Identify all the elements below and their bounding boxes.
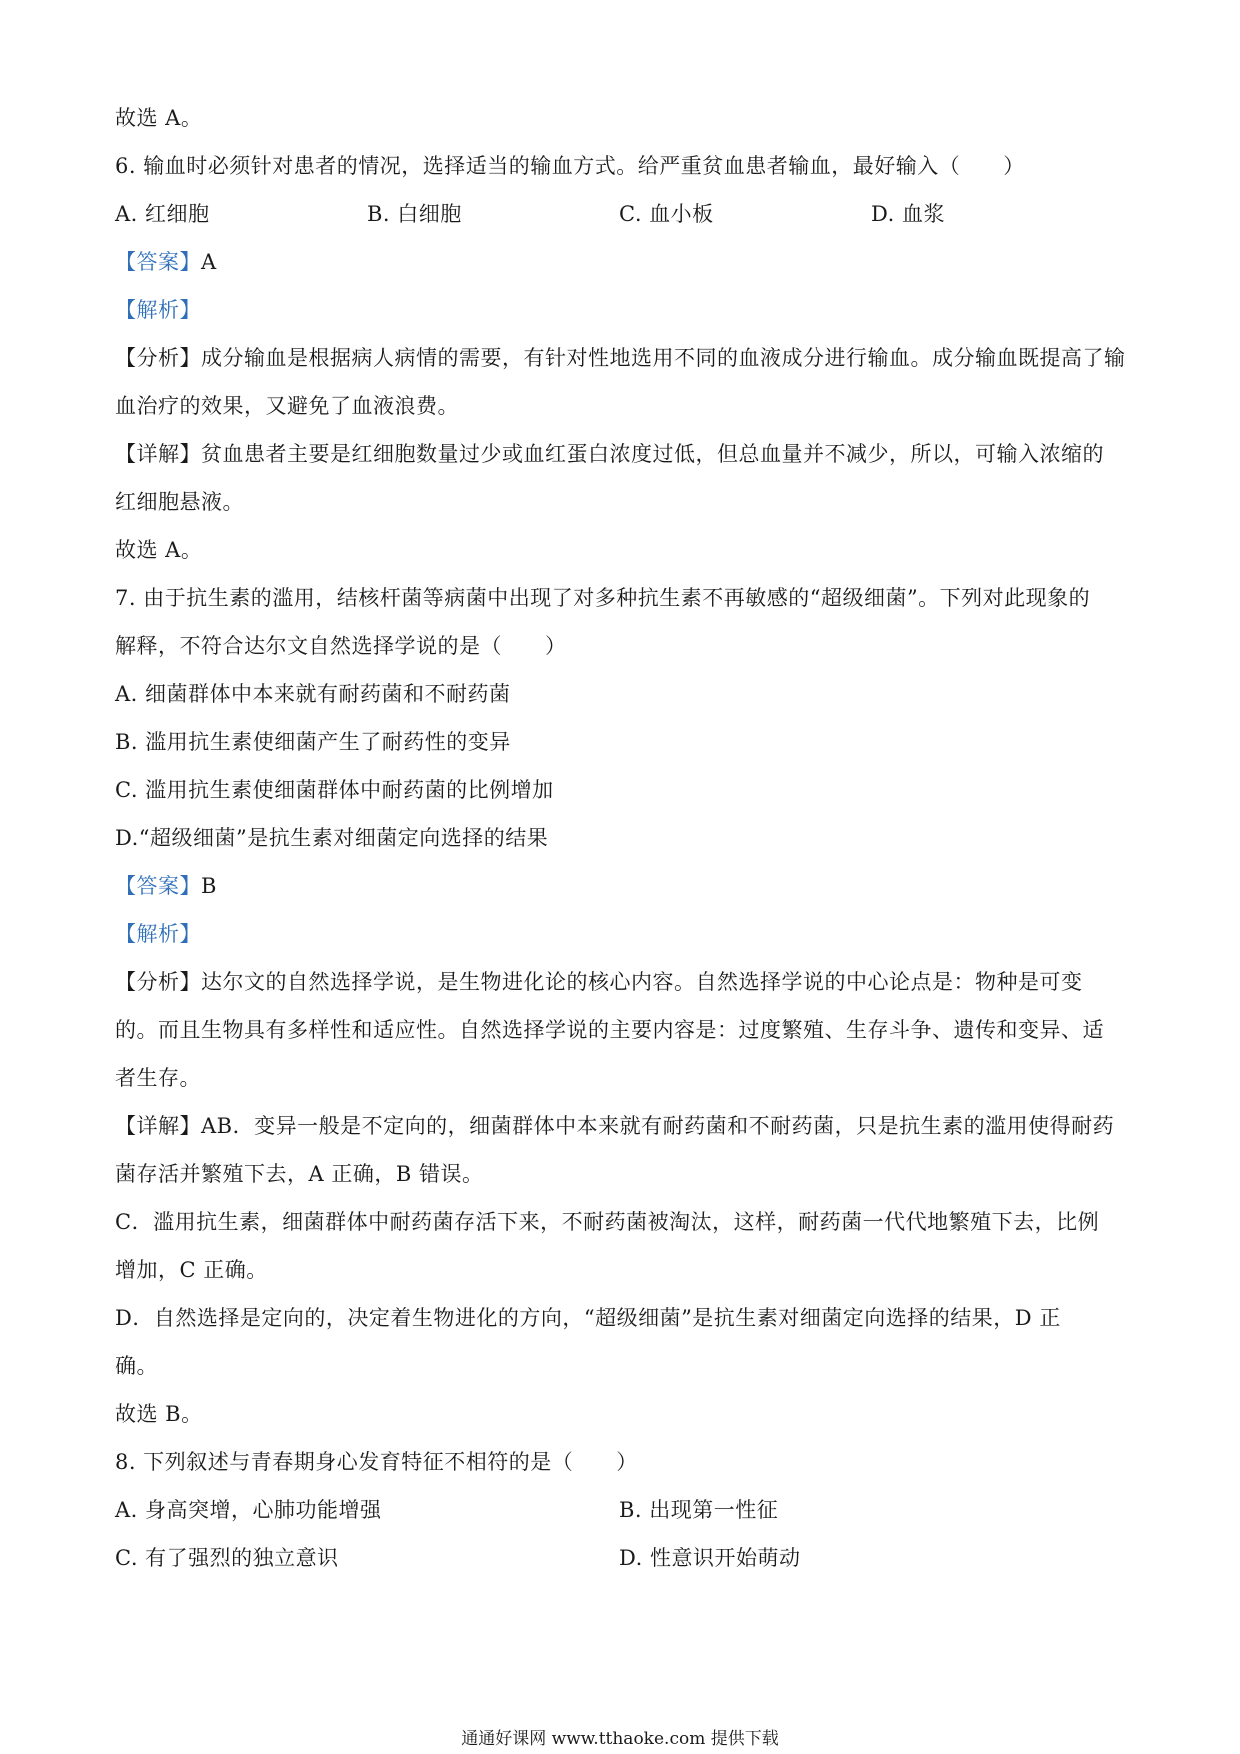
- analysis-heading: 【解析】: [115, 922, 201, 946]
- detail-text: 菌存活并繁殖下去，A 正确，B 错误。: [115, 1162, 484, 1186]
- detail-tag: 【详解】: [115, 1114, 201, 1138]
- answer-conclusion: 故选 A。: [115, 106, 203, 130]
- answer-tag: 【答案】: [115, 250, 201, 274]
- option-c: C. 血小板: [619, 202, 714, 226]
- analysis-text: 成分输血是根据病人病情的需要，有针对性地选用不同的血液成分进行输血。成分输血既提高了输: [201, 346, 1126, 370]
- question-7-stem: 解释，不符合达尔文自然选择学说的是（ ）: [115, 634, 567, 658]
- option-a: A. 身高突增，心肺功能增强: [115, 1498, 382, 1522]
- answer-conclusion: 故选 B。: [115, 1402, 203, 1426]
- detail-tag: 【详解】: [115, 442, 201, 466]
- detail-text: AB．变异一般是不定向的，细菌群体中本来就有耐药菌和不耐药菌，只是抗生素的滥用使得耐药: [201, 1114, 1115, 1138]
- analysis-tag: 【分析】: [115, 346, 201, 370]
- option-c: C. 有了强烈的独立意识: [115, 1546, 339, 1570]
- question-6-stem: 6. 输血时必须针对患者的情况，选择适当的输血方式。给严重贫血患者输血，最好输入（ ）: [115, 154, 1025, 178]
- question-8-stem: 8. 下列叙述与青春期身心发育特征不相符的是（ ）: [115, 1450, 638, 1474]
- answer-value: A: [201, 250, 217, 274]
- analysis-text: 的。而且生物具有多样性和适应性。自然选择学说的主要内容是：过度繁殖、生存斗争、遗传和变异、适: [115, 1018, 1104, 1042]
- analysis-heading: 【解析】: [115, 298, 201, 322]
- question-6-answer: [115, 247, 1135, 277]
- detail-text: 增加，C 正确。: [115, 1258, 268, 1282]
- option-b: B. 白细胞: [367, 202, 462, 226]
- detail-text: 确。: [115, 1354, 158, 1378]
- option-d: D.“超级细菌”是抗生素对细菌定向选择的结果: [115, 826, 549, 850]
- option-b: B. 出现第一性征: [619, 1498, 779, 1522]
- analysis-paragraph: [115, 343, 1135, 373]
- detail-text: C．滥用抗生素，细菌群体中耐药菌存活下来，不耐药菌被淘汰，这样，耐药菌一代代地繁殖下去，比例: [115, 1210, 1100, 1234]
- detail-text: 红细胞悬液。: [115, 490, 244, 514]
- detail-paragraph: [115, 1111, 1135, 1141]
- option-a: A. 红细胞: [115, 202, 210, 226]
- answer-tag: 【答案】: [115, 874, 201, 898]
- analysis-text: 者生存。: [115, 1066, 201, 1090]
- analysis-tag: 【分析】: [115, 970, 201, 994]
- detail-text: D．自然选择是定向的，决定着生物进化的方向，“超级细菌”是抗生素对细菌定向选择的结果，D 正: [115, 1306, 1061, 1330]
- option-b: B. 滥用抗生素使细菌产生了耐药性的变异: [115, 730, 511, 754]
- analysis-text: 血治疗的效果，又避免了血液浪费。: [115, 394, 459, 418]
- option-a: A. 细菌群体中本来就有耐药菌和不耐药菌: [115, 682, 511, 706]
- answer-value: B: [201, 874, 217, 898]
- answer-conclusion: 故选 A。: [115, 538, 203, 562]
- option-d: D. 血浆: [871, 202, 945, 226]
- analysis-text: 达尔文的自然选择学说，是生物进化论的核心内容。自然选择学说的中心论点是：物种是可变: [201, 970, 1083, 994]
- question-7-stem: 7. 由于抗生素的滥用，结核杆菌等病菌中出现了对多种抗生素不再敏感的“超级细菌”。下列对此现象的: [115, 586, 1091, 610]
- detail-paragraph: [115, 439, 1135, 469]
- option-c: C. 滥用抗生素使细菌群体中耐药菌的比例增加: [115, 778, 554, 802]
- option-d: D. 性意识开始萌动: [619, 1546, 801, 1570]
- question-7-answer: [115, 871, 1135, 901]
- page-footer: 通通好课网 www.tthaoke.com 提供下载: [461, 1729, 779, 1749]
- detail-text: 贫血患者主要是红细胞数量过少或血红蛋白浓度过低，但总血量并不减少，所以，可输入浓缩的: [201, 442, 1104, 466]
- analysis-paragraph: [115, 967, 1135, 997]
